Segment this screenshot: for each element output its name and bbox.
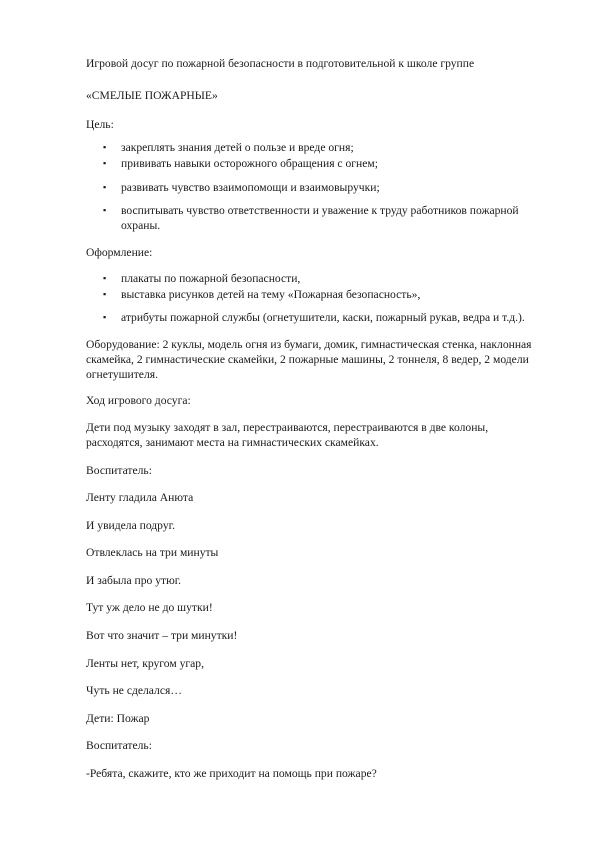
speaker-teacher: Воспитатель: [86,464,152,477]
document-subtitle: «СМЕЛЫЕ ПОЖАРНЫЕ» [86,89,218,102]
bullet-icon: ▪ [103,289,107,299]
poem-line: Вот что значит – три минутки! [86,629,238,642]
decoration-item-1: плакаты по пожарной безопасности, [121,272,301,285]
decoration-heading: Оформление: [86,246,153,259]
poem-line: Ленты нет, кругом угар, [86,657,204,670]
decoration-item-2: выставка рисунков детей на тему «Пожарная безопасность», [121,288,421,301]
speaker-teacher: Воспитатель: [86,739,152,752]
equipment-paragraph: Оборудование: 2 куклы, модель огня из бумаги, домик, гимнастическая стенка, наклонная скамейка, 2 гимнастические скамейки, 2 пожарные машины, 2 тоннеля, 8 ведер, 2 модели огнетушителя. [86,338,532,381]
goal-item-2: прививать навыки осторожного обращения с огнем; [121,157,378,170]
poem-line: Чуть не сделался… [86,684,182,697]
goal-item-1: закреплять знания детей о пользе и вреде огня; [121,141,354,154]
poem-line: Тут уж дело не до шутки! [86,601,213,614]
poem-line: Отвлеклась на три минуты [86,546,219,559]
bullet-icon: ▪ [103,142,107,152]
question-line: -Ребята, скажите, кто же приходит на помощь при пожаре? [86,767,377,780]
goal-item-4: воспитывать чувство ответственности и уважение к труду работников пожарной охраны. [121,204,519,232]
bullet-icon: ▪ [103,312,107,322]
course-heading: Ход игрового досуга: [86,394,191,407]
bullet-icon: ▪ [103,205,107,215]
poem-line: И увидела подруг. [86,519,175,532]
poem-line: Ленту гладила Анюта [86,491,194,504]
decoration-item-3: атрибуты пожарной службы (огнетушители, каски, пожарный рукав, ведра и т.д.). [121,311,525,324]
goal-heading: Цель: [86,118,114,131]
goal-item-3: развивать чувство взаимопомощи и взаимовыручки; [121,181,380,194]
poem-line: И забыла про утюг. [86,574,182,587]
document-title: Игровой досуг по пожарной безопасности в подготовительной к школе группе [86,57,475,70]
bullet-icon: ▪ [103,182,107,192]
bullet-icon: ▪ [103,158,107,168]
intro-paragraph: Дети под музыку заходят в зал, перестраиваются, перестраиваются в две колоны, расходятся, занимают места на гимнастических скамейках. [86,421,489,449]
bullet-icon: ▪ [103,273,107,283]
children-line: Дети: Пожар [86,712,150,725]
